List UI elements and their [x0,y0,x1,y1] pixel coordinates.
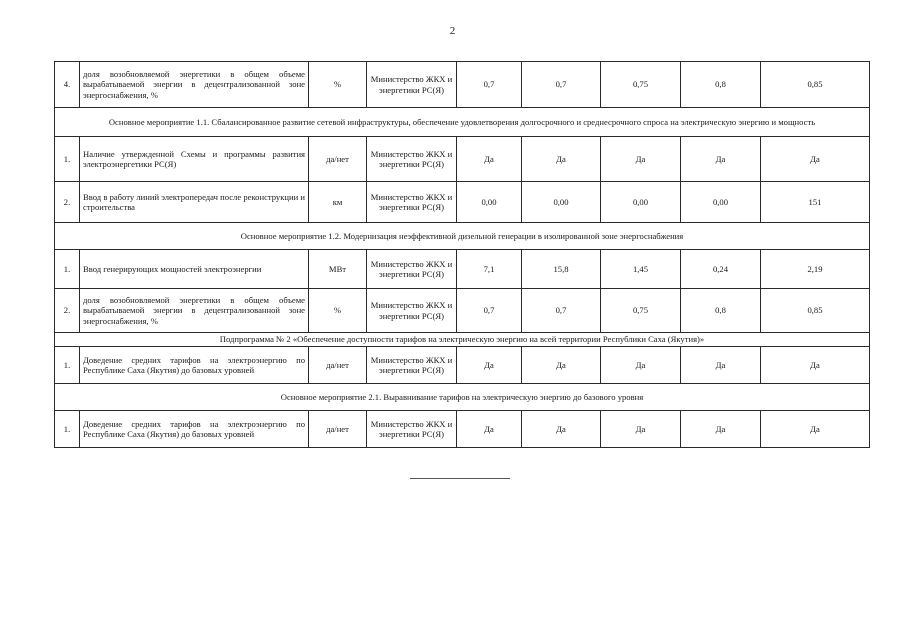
section-title: Основное мероприятие 2.1. Выравнивание тарифов на электрическую энергию до базового уровня [55,384,870,411]
indicators-table [54,61,870,448]
year-value-5: 151 [761,182,870,223]
table-row [55,347,870,384]
indicator-description: Доведение средних тарифов на электроэнергию по Республике Саха (Якутия) до базовых уровней [80,411,309,448]
year-value-5: 0,85 [761,62,870,108]
responsible-executor: Министерство ЖКХ и энергетики РС(Я) [367,182,457,223]
row-number: 1. [55,411,80,448]
section-row [55,333,870,347]
indicator-description: доля возобновляемой энергетики в общем объеме вырабатываемой энергии в децентрализованной зоне энергоснабжения, % [80,62,309,108]
year-value-5: 2,19 [761,250,870,289]
row-number: 4. [55,62,80,108]
year-value-1: 0,7 [457,62,522,108]
table-row [55,137,870,182]
table-body [55,62,870,448]
section-title: Подпрограмма № 2 «Обеспечение доступности тарифов на электрическую энергию на всей территории Республики Саха (Якутия)» [55,333,870,347]
year-value-4: Да [681,137,761,182]
year-value-2: Да [522,137,601,182]
section-row [55,108,870,137]
responsible-executor: Министерство ЖКХ и энергетики РС(Я) [367,250,457,289]
unit-of-measure: км [309,182,367,223]
year-value-5: 0,85 [761,289,870,333]
year-value-1: Да [457,137,522,182]
year-value-1: Да [457,347,522,384]
year-value-2: 15,8 [522,250,601,289]
responsible-executor: Министерство ЖКХ и энергетики РС(Я) [367,411,457,448]
row-number: 2. [55,289,80,333]
responsible-executor: Министерство ЖКХ и энергетики РС(Я) [367,289,457,333]
year-value-4: Да [681,411,761,448]
year-value-4: Да [681,347,761,384]
responsible-executor: Министерство ЖКХ и энергетики РС(Я) [367,347,457,384]
row-number: 1. [55,137,80,182]
year-value-4: 0,8 [681,289,761,333]
table-row [55,62,870,108]
unit-of-measure: МВт [309,250,367,289]
unit-of-measure: % [309,62,367,108]
year-value-5: Да [761,137,870,182]
row-number: 1. [55,347,80,384]
year-value-2: Да [522,411,601,448]
page-number: 2 [449,25,456,37]
footer-divider [410,478,510,479]
year-value-4: 0,24 [681,250,761,289]
table-row [55,411,870,448]
indicator-description: Ввод в работу линий электропередач после реконструкции и строительства [80,182,309,223]
section-title: Основное мероприятие 1.2. Модернизация неэффективной дизельной генерации в изолированной зоне энергоснабжения [55,223,870,250]
responsible-executor: Министерство ЖКХ и энергетики РС(Я) [367,137,457,182]
year-value-4: 0,00 [681,182,761,223]
year-value-1: 0,7 [457,289,522,333]
table-row [55,182,870,223]
unit-of-measure: да/нет [309,137,367,182]
unit-of-measure: % [309,289,367,333]
year-value-2: 0,7 [522,289,601,333]
section-title: Основное мероприятие 1.1. Сбалансированное развитие сетевой инфраструктуры, обеспечение удовлетворения долгосрочного и среднесрочного спроса на электрическую энергию и мощность [55,108,870,137]
table-row [55,289,870,333]
year-value-5: Да [761,411,870,448]
indicator-description: Ввод генерирующих мощностей электроэнергии [80,250,309,289]
year-value-4: 0,8 [681,62,761,108]
section-row [55,223,870,250]
year-value-5: Да [761,347,870,384]
table-row [55,250,870,289]
year-value-2: Да [522,347,601,384]
year-value-3: 0,00 [601,182,681,223]
year-value-1: Да [457,411,522,448]
indicator-description: Доведение средних тарифов на электроэнергию по Республике Саха (Якутия) до базовых уровней [80,347,309,384]
indicator-description: доля возобновляемой энергетики в общем объеме вырабатываемой энергии в децентрализованной зоне энергоснабжения, % [80,289,309,333]
year-value-2: 0,00 [522,182,601,223]
section-row [55,384,870,411]
year-value-3: Да [601,137,681,182]
year-value-3: Да [601,347,681,384]
year-value-3: 1,45 [601,250,681,289]
row-number: 2. [55,182,80,223]
year-value-1: 0,00 [457,182,522,223]
unit-of-measure: да/нет [309,347,367,384]
unit-of-measure: да/нет [309,411,367,448]
indicator-description: Наличие утвержденной Схемы и программы развития электроэнергетики РС(Я) [80,137,309,182]
year-value-3: 0,75 [601,62,681,108]
responsible-executor: Министерство ЖКХ и энергетики РС(Я) [367,62,457,108]
year-value-1: 7,1 [457,250,522,289]
year-value-3: Да [601,411,681,448]
year-value-2: 0,7 [522,62,601,108]
row-number: 1. [55,250,80,289]
year-value-3: 0,75 [601,289,681,333]
